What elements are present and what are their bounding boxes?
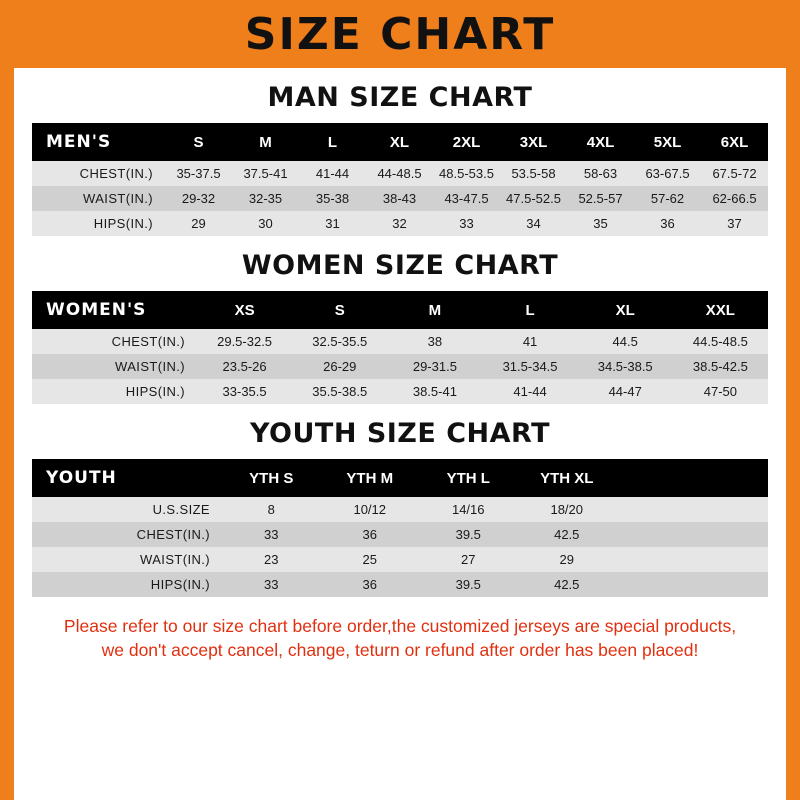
table-cell: 29.5-32.5 (197, 329, 292, 354)
table-cell: 43-47.5 (433, 186, 500, 211)
women-table-header (32, 291, 768, 329)
table-cell: 38 (387, 329, 482, 354)
women-row-label-waist: WAIST(IN.) (32, 354, 197, 379)
women-size-table (32, 291, 768, 404)
table-cell: 48.5-53.5 (433, 161, 500, 186)
men-col-m: M (232, 123, 299, 161)
table-cell: 29 (518, 547, 617, 572)
table-cell: 35-38 (299, 186, 366, 211)
page-header (14, 0, 786, 68)
table-cell: 34.5-38.5 (578, 354, 673, 379)
table-cell: 23 (222, 547, 321, 572)
table-cell: 14/16 (419, 497, 518, 522)
table-cell: 53.5-58 (500, 161, 567, 186)
table-row (32, 497, 768, 522)
table-row (32, 186, 768, 211)
table-cell: 34 (500, 211, 567, 236)
men-col-xl: XL (366, 123, 433, 161)
table-cell: 57-62 (634, 186, 701, 211)
table-cell: 44.5 (578, 329, 673, 354)
table-cell: 39.5 (419, 522, 518, 547)
table-cell: 47-50 (673, 379, 768, 404)
men-col-s: S (165, 123, 232, 161)
table-cell: 33-35.5 (197, 379, 292, 404)
women-head-label: WOMEN'S (32, 291, 197, 329)
women-col-xl: XL (578, 291, 673, 329)
table-cell: 38-43 (366, 186, 433, 211)
table-cell: 41-44 (299, 161, 366, 186)
men-col-4xl: 4XL (567, 123, 634, 161)
youth-table-body (32, 497, 768, 597)
men-col-6xl: 6XL (701, 123, 768, 161)
table-cell: 32.5-35.5 (292, 329, 387, 354)
women-table-body (32, 329, 768, 404)
youth-row-label-chest: CHEST(IN.) (32, 522, 222, 547)
table-cell: 26-29 (292, 354, 387, 379)
men-row-label-chest: CHEST(IN.) (32, 161, 165, 186)
table-cell: 31 (299, 211, 366, 236)
table-cell: 32-35 (232, 186, 299, 211)
youth-size-table (32, 459, 768, 597)
youth-col-l: YTH L (419, 459, 518, 497)
men-section-title: MAN SIZE CHART (267, 82, 533, 113)
table-cell: 38.5-42.5 (673, 354, 768, 379)
youth-row-label-ussize: U.S.SIZE (32, 497, 222, 522)
table-cell: 44-47 (578, 379, 673, 404)
table-cell: 67.5-72 (701, 161, 768, 186)
table-cell: 18/20 (518, 497, 617, 522)
table-cell: 32 (366, 211, 433, 236)
men-size-table (32, 123, 768, 236)
table-cell: 29 (165, 211, 232, 236)
table-row (32, 522, 768, 547)
table-cell: 44.5-48.5 (673, 329, 768, 354)
table-row (32, 329, 768, 354)
table-header-row (32, 459, 768, 497)
men-row-label-hips: HIPS(IN.) (32, 211, 165, 236)
table-cell: 23.5-26 (197, 354, 292, 379)
table-cell: 29-32 (165, 186, 232, 211)
table-cell: 35 (567, 211, 634, 236)
men-table-header (32, 123, 768, 161)
table-row (32, 547, 768, 572)
table-cell: 52.5-57 (567, 186, 634, 211)
table-cell: 41-44 (482, 379, 577, 404)
table-cell-empty (616, 497, 768, 522)
table-header-row (32, 291, 768, 329)
table-cell: 62-66.5 (701, 186, 768, 211)
table-cell-empty (616, 572, 768, 597)
youth-head-label: YOUTH (32, 459, 222, 497)
table-cell: 33 (222, 572, 321, 597)
table-cell: 37.5-41 (232, 161, 299, 186)
table-cell: 30 (232, 211, 299, 236)
table-row (32, 211, 768, 236)
men-head-label: MEN'S (32, 123, 165, 161)
men-table-body (32, 161, 768, 236)
table-cell: 31.5-34.5 (482, 354, 577, 379)
table-cell: 25 (321, 547, 420, 572)
order-notice (32, 615, 768, 662)
table-cell: 42.5 (518, 522, 617, 547)
table-cell: 29-31.5 (387, 354, 482, 379)
women-col-xs: XS (197, 291, 292, 329)
page-title: SIZE CHART (244, 8, 556, 60)
table-cell: 33 (433, 211, 500, 236)
table-cell: 35-37.5 (165, 161, 232, 186)
men-col-l: L (299, 123, 366, 161)
table-row (32, 161, 768, 186)
men-col-3xl: 3XL (500, 123, 567, 161)
table-header-row (32, 123, 768, 161)
youth-row-label-waist: WAIST(IN.) (32, 547, 222, 572)
youth-row-label-hips: HIPS(IN.) (32, 572, 222, 597)
table-cell: 38.5-41 (387, 379, 482, 404)
table-cell: 10/12 (321, 497, 420, 522)
men-col-2xl: 2XL (433, 123, 500, 161)
table-cell: 27 (419, 547, 518, 572)
table-cell: 37 (701, 211, 768, 236)
table-row (32, 354, 768, 379)
order-notice-line1: Please refer to our size chart before order,the customized jerseys are special products, (63, 616, 737, 636)
table-cell: 47.5-52.5 (500, 186, 567, 211)
women-col-l: L (482, 291, 577, 329)
table-cell: 44-48.5 (366, 161, 433, 186)
youth-col-spacer (616, 459, 768, 497)
table-cell: 39.5 (419, 572, 518, 597)
table-cell: 41 (482, 329, 577, 354)
women-row-label-chest: CHEST(IN.) (32, 329, 197, 354)
table-cell: 63-67.5 (634, 161, 701, 186)
table-cell: 35.5-38.5 (292, 379, 387, 404)
table-cell: 42.5 (518, 572, 617, 597)
youth-col-xl: YTH XL (518, 459, 617, 497)
women-row-label-hips: HIPS(IN.) (32, 379, 197, 404)
women-col-m: M (387, 291, 482, 329)
men-col-5xl: 5XL (634, 123, 701, 161)
table-cell: 36 (321, 572, 420, 597)
women-col-xxl: XXL (673, 291, 768, 329)
table-cell: 36 (321, 522, 420, 547)
table-cell-empty (616, 547, 768, 572)
men-row-label-waist: WAIST(IN.) (32, 186, 165, 211)
table-cell: 36 (634, 211, 701, 236)
youth-col-s: YTH S (222, 459, 321, 497)
chart-content (14, 82, 786, 662)
table-cell: 33 (222, 522, 321, 547)
order-notice-line2: we don't accept cancel, change, teturn or refund after order has been placed! (101, 639, 699, 660)
table-cell: 8 (222, 497, 321, 522)
table-cell: 58-63 (567, 161, 634, 186)
youth-section-title: YOUTH SIZE CHART (249, 418, 551, 449)
women-col-s: S (292, 291, 387, 329)
youth-col-m: YTH M (321, 459, 420, 497)
table-row (32, 379, 768, 404)
table-row (32, 572, 768, 597)
table-cell-empty (616, 522, 768, 547)
women-section-title: WOMEN SIZE CHART (241, 250, 559, 281)
youth-table-header (32, 459, 768, 497)
